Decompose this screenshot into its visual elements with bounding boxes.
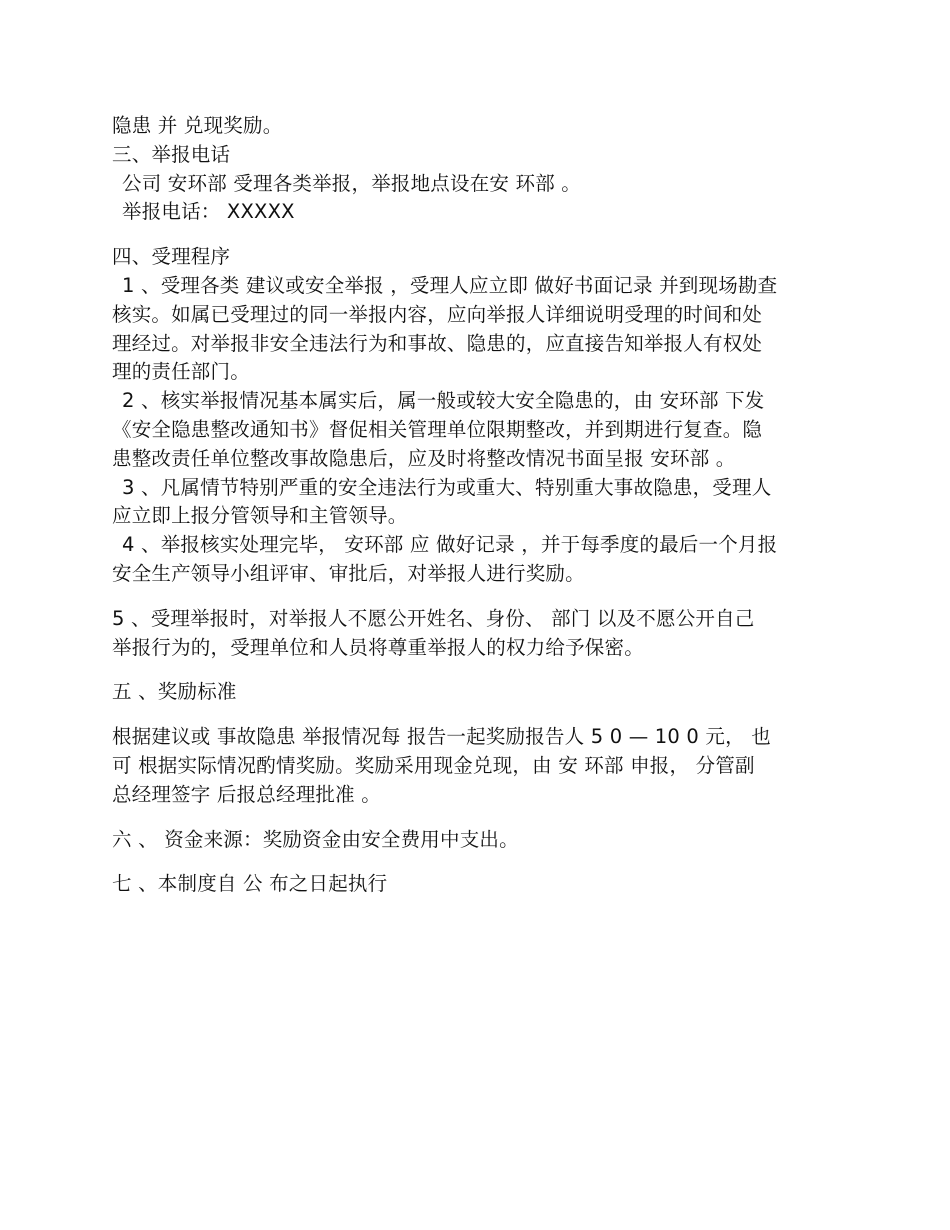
text-line-procedure-1: 1 、受理各类 建议或安全举报 ，受理人应立即 做好书面记录 并到现场勘查 bbox=[122, 273, 778, 297]
section-heading-funding: 六 、 资金来源：奖励资金由安全费用中支出。 bbox=[112, 827, 519, 851]
text-line-procedure-5: 举报行为的，受理单位和人员将尊重举报人的权力给予保密。 bbox=[112, 635, 644, 659]
section-heading-procedure: 四、受理程序 bbox=[112, 245, 231, 269]
text-line-procedure-3: 3 、凡属情节特别严重的安全违法行为或重大、特别重大事故隐患，受理人 bbox=[122, 475, 772, 499]
text-line-procedure-2: 《安全隐患整改通知书》督促相关管理单位限期整改，并到期进行复查。隐 bbox=[112, 417, 763, 441]
text-line-procedure-1: 核实。如属已受理过的同一举报内容，应向举报人详细说明受理的时间和处 bbox=[112, 302, 763, 326]
section-heading-hotline: 三、举报电话 bbox=[112, 142, 231, 166]
text-line-procedure-4: 4 、举报核实处理完毕， 安环部 应 做好记录 ，并于每季度的最后一个月报 bbox=[122, 533, 778, 557]
text-line-report-phone: 举报电话： XXXXX bbox=[122, 200, 295, 224]
text-line-procedure-2: 2 、核实举报情况基本属实后，属一般或较大安全隐患的，由 安环部 下发 bbox=[122, 389, 765, 413]
section-heading-reward-standard: 五 、奖励标准 bbox=[112, 680, 237, 704]
text-line-procedure-1: 理经过。对举报非安全违法行为和事故、隐患的，应直接告知举报人有权处 bbox=[112, 331, 763, 355]
text-line-procedure-3: 应立即上报分管领导和主管领导。 bbox=[112, 504, 408, 528]
text-line-reward: 总经理签字 后报总经理批准 。 bbox=[112, 782, 381, 806]
text-line-procedure-4: 安全生产领导小组评审、审批后，对举报人进行奖励。 bbox=[112, 561, 585, 585]
section-heading-effective: 七 、本制度自 公 布之日起执行 bbox=[112, 872, 388, 896]
text-line-reward: 根据建议或 事故隐患 举报情况每 报告一起奖励报告人 5 0 — 10 0 元， 也 bbox=[112, 725, 771, 749]
document-page bbox=[112, 112, 842, 899]
text-line-procedure-5: 5 、受理举报时，对举报人不愿公开姓名、身份、 部门 以及不愿公开自己 bbox=[112, 606, 755, 630]
text-line-procedure-1: 理的责任部门。 bbox=[112, 360, 250, 384]
text-line-continuation: 隐患 并 兑现奖励。 bbox=[112, 114, 283, 137]
text-line-procedure-2: 患整改责任单位整改事故隐患后，应及时将整改情况书面呈报 安环部 。 bbox=[112, 446, 736, 470]
text-line-reward: 可 根据实际情况酌情奖励。奖励采用现金兑现，由 安 环部 申报， 分管副 bbox=[112, 753, 755, 777]
text-line-report-location: 公司 安环部 受理各类举报，举报地点设在安 环部 。 bbox=[122, 171, 581, 195]
